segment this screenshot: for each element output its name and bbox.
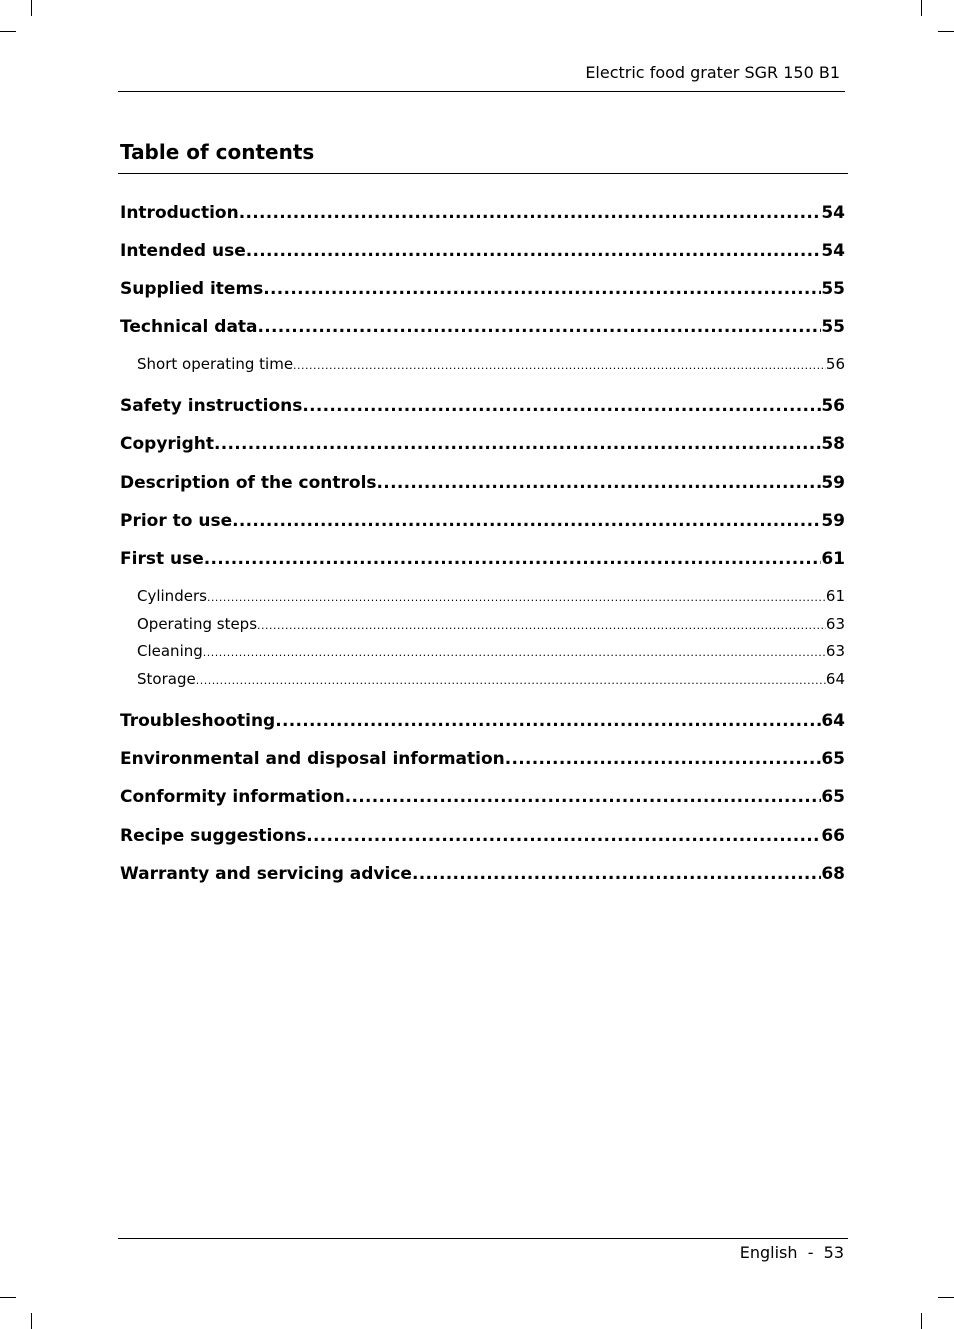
- dot-leader: [263, 278, 821, 300]
- dot-leader: [505, 748, 822, 770]
- toc-entry-troubleshooting[interactable]: [120, 710, 845, 732]
- dot-leader: [203, 643, 826, 663]
- toc-entry-page: 64: [821, 711, 845, 731]
- toc-entry-environmental-disposal[interactable]: [120, 748, 845, 770]
- dot-leader: [412, 863, 821, 885]
- toc-entry-label: Cleaning: [137, 642, 203, 660]
- toc-entry-description-of-controls[interactable]: [120, 472, 845, 494]
- toc-entry-cylinders[interactable]: [137, 586, 845, 608]
- toc-entry-page: 56: [821, 396, 845, 416]
- toc-entry-conformity-information[interactable]: [120, 786, 845, 808]
- dot-leader: [302, 395, 821, 417]
- toc-entry-page: 54: [821, 241, 845, 261]
- dot-leader: [275, 710, 821, 732]
- dot-leader: [345, 786, 822, 808]
- toc-entry-label: Supplied items: [120, 279, 264, 299]
- toc-entry-label: Description of the controls: [120, 473, 377, 493]
- crop-mark: [0, 31, 16, 32]
- footer-rule: [118, 1238, 848, 1239]
- toc-entry-technical-data[interactable]: [120, 316, 845, 338]
- toc-entry-short-operating-time[interactable]: [137, 354, 845, 376]
- crop-mark: [0, 1297, 16, 1298]
- dot-leader: [232, 510, 821, 532]
- toc-entry-label: Troubleshooting: [120, 711, 276, 731]
- dot-leader: [239, 202, 822, 224]
- page-title: Table of contents: [120, 140, 315, 164]
- crop-mark: [31, 0, 32, 16]
- dot-leader: [204, 548, 822, 570]
- footer-page-number: 53: [823, 1243, 844, 1262]
- dot-leader: [207, 588, 826, 608]
- toc-entry-supplied-items[interactable]: [120, 278, 845, 300]
- crop-mark: [31, 1313, 32, 1329]
- toc-entry-label: First use: [120, 549, 204, 569]
- toc-entry-label: Introduction: [120, 203, 239, 223]
- toc-entry-page: 63: [825, 642, 845, 660]
- toc-entry-recipe-suggestions[interactable]: [120, 825, 845, 847]
- dot-leader: [293, 356, 826, 376]
- toc-entry-label: Prior to use: [120, 511, 233, 531]
- toc-entry-copyright[interactable]: [120, 433, 845, 455]
- toc-entry-label: Warranty and servicing advice: [120, 864, 412, 884]
- dot-leader: [257, 616, 826, 636]
- toc-entry-introduction[interactable]: [120, 202, 845, 224]
- toc-entry-page: 64: [825, 670, 845, 688]
- toc-entry-page: 56: [825, 355, 845, 373]
- toc-entry-page: 55: [821, 279, 845, 299]
- dot-leader: [196, 671, 826, 691]
- toc-entry-operating-steps[interactable]: [137, 614, 845, 636]
- toc-entry-label: Operating steps: [137, 615, 258, 633]
- toc-entry-page: 63: [825, 615, 845, 633]
- toc-entry-page: 66: [821, 826, 845, 846]
- toc-entry-page: 55: [821, 317, 845, 337]
- title-rule: [118, 173, 848, 174]
- toc-entry-page: 54: [821, 203, 845, 223]
- dot-leader: [306, 825, 821, 847]
- toc-entry-page: 58: [821, 434, 845, 454]
- running-header: Electric food grater SGR 150 B1: [585, 63, 840, 82]
- toc-entry-warranty-servicing[interactable]: [120, 863, 845, 885]
- toc-entry-safety-instructions[interactable]: [120, 395, 845, 417]
- toc-entry-page: 65: [821, 749, 845, 769]
- footer-separator: -: [807, 1243, 814, 1262]
- dot-leader: [246, 240, 822, 262]
- footer-language: English: [739, 1243, 798, 1262]
- toc-entry-label: Conformity information: [120, 787, 345, 807]
- dot-leader: [377, 472, 822, 494]
- crop-mark: [921, 0, 922, 16]
- toc-entry-prior-to-use[interactable]: [120, 510, 845, 532]
- dot-leader: [258, 316, 822, 338]
- toc-entry-intended-use[interactable]: [120, 240, 845, 262]
- toc-entry-label: Technical data: [120, 317, 258, 337]
- toc-entry-page: 59: [821, 473, 845, 493]
- toc-entry-label: Copyright: [120, 434, 215, 454]
- toc-entry-page: 68: [821, 864, 845, 884]
- toc-entry-label: Short operating time: [137, 355, 294, 373]
- toc-entry-page: 61: [825, 587, 845, 605]
- toc-entry-page: 61: [821, 549, 845, 569]
- crop-mark: [938, 1297, 954, 1298]
- dot-leader: [214, 433, 821, 455]
- toc-entry-label: Cylinders: [137, 587, 207, 605]
- toc-entry-page: 59: [821, 511, 845, 531]
- toc-entry-first-use[interactable]: [120, 548, 845, 570]
- toc-entry-cleaning[interactable]: [137, 641, 845, 663]
- crop-mark: [921, 1313, 922, 1329]
- toc-entry-storage[interactable]: [137, 669, 845, 691]
- toc-entry-label: Recipe suggestions: [120, 826, 307, 846]
- toc-entry-label: Storage: [137, 670, 196, 688]
- page-footer: [740, 1243, 844, 1263]
- toc-entry-page: 65: [821, 787, 845, 807]
- header-rule: [118, 91, 845, 92]
- toc-entry-label: Environmental and disposal information: [120, 749, 505, 769]
- crop-mark: [938, 31, 954, 32]
- toc-entry-label: Safety instructions: [120, 396, 303, 416]
- toc-entry-label: Intended use: [120, 241, 246, 261]
